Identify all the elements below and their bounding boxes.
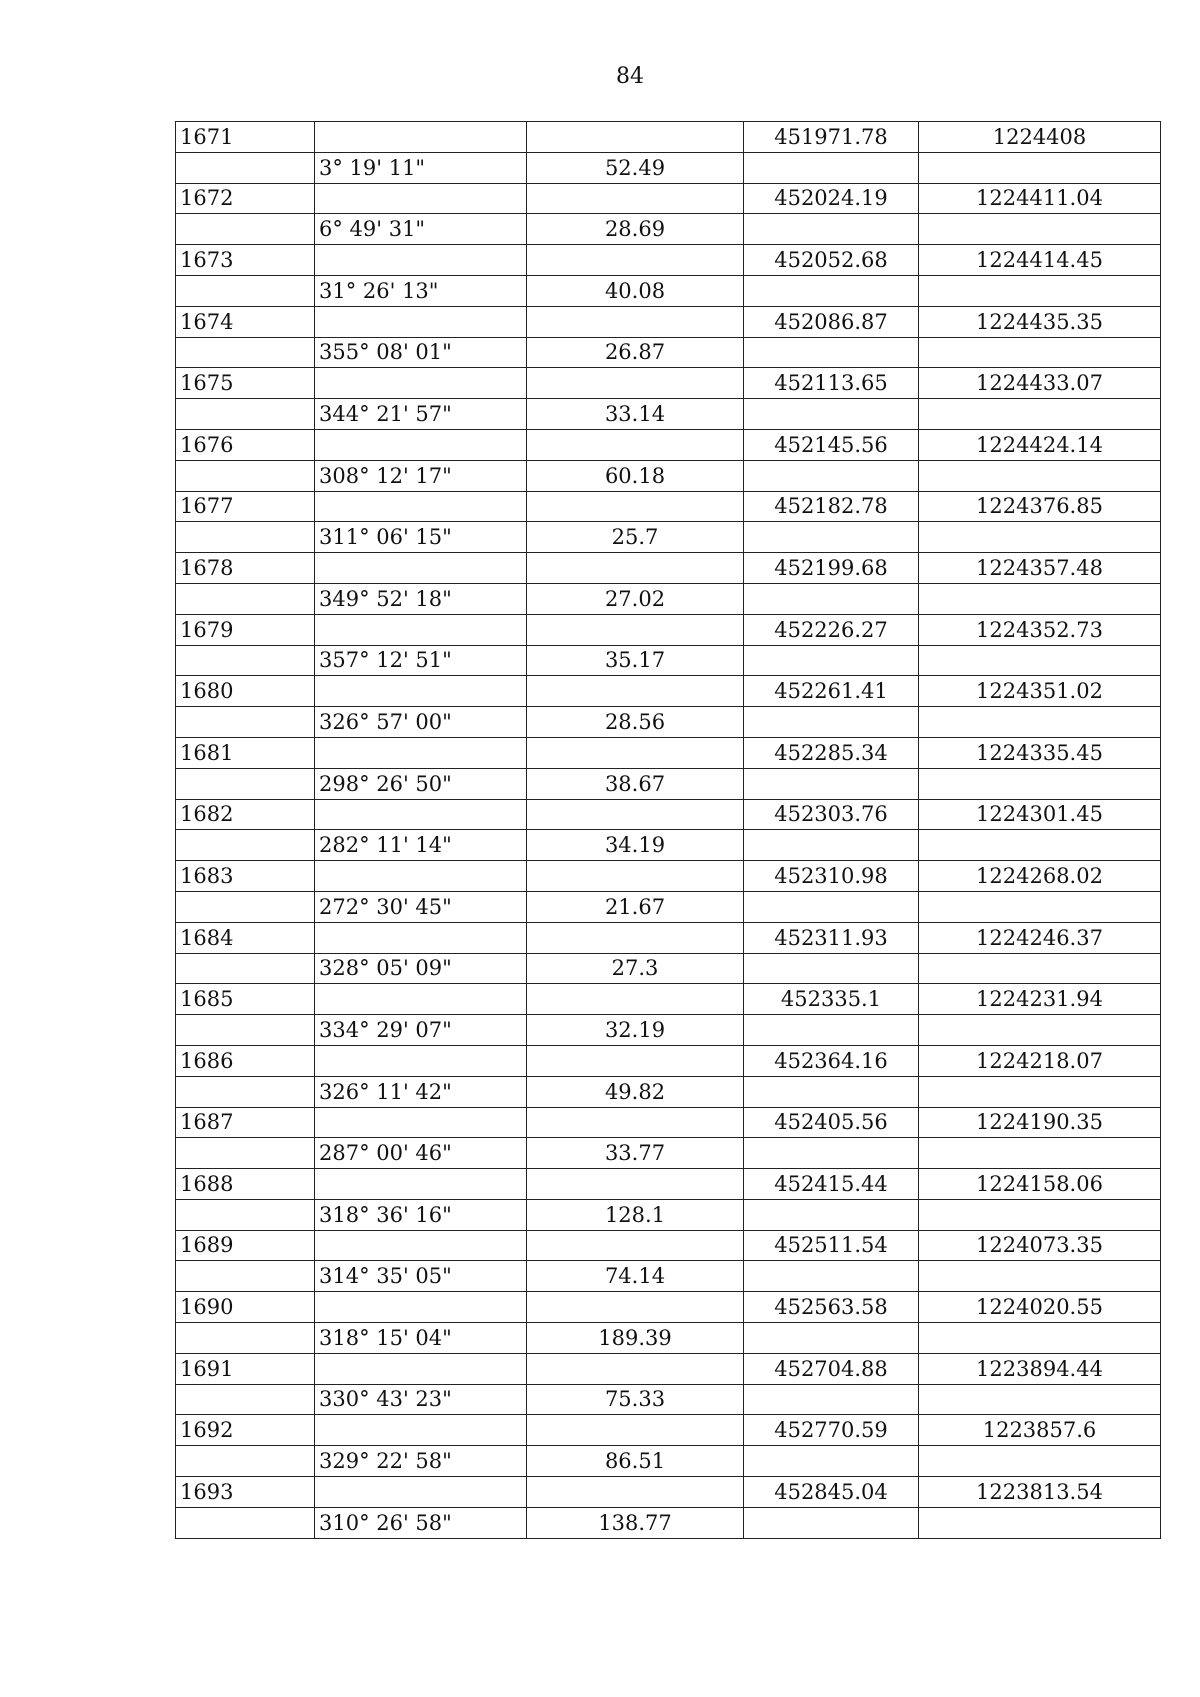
easting-cell: 1224158.06 [919, 1169, 1161, 1200]
northing-cell [744, 768, 919, 799]
bearing-cell [315, 245, 527, 276]
station-cell: 1689 [176, 1230, 315, 1261]
station-cell [176, 1076, 315, 1107]
station-cell [176, 460, 315, 491]
distance-cell: 35.17 [527, 645, 744, 676]
distance-cell [527, 368, 744, 399]
bearing-cell [315, 368, 527, 399]
northing-cell: 452310.98 [744, 861, 919, 892]
distance-cell [527, 1415, 744, 1446]
station-row [176, 1045, 1161, 1076]
northing-cell [744, 460, 919, 491]
bearing-cell [315, 614, 527, 645]
station-cell: 1688 [176, 1169, 315, 1200]
distance-cell [527, 1169, 744, 1200]
bearing-cell: 349° 52' 18" [315, 583, 527, 614]
bearing-cell [315, 122, 527, 153]
bearing-cell [315, 1045, 527, 1076]
northing-cell [744, 1507, 919, 1538]
station-cell: 1693 [176, 1477, 315, 1508]
bearing-cell [315, 676, 527, 707]
bearing-cell: 308° 12' 17" [315, 460, 527, 491]
bearing-cell: 314° 35' 05" [315, 1261, 527, 1292]
segment-row [176, 152, 1161, 183]
easting-cell [919, 214, 1161, 245]
easting-cell: 1224411.04 [919, 183, 1161, 214]
distance-cell: 38.67 [527, 768, 744, 799]
bearing-cell [315, 1292, 527, 1323]
station-cell: 1685 [176, 984, 315, 1015]
easting-cell [919, 399, 1161, 430]
distance-cell [527, 1292, 744, 1323]
segment-row [176, 1015, 1161, 1046]
segment-row [176, 768, 1161, 799]
easting-cell: 1224376.85 [919, 491, 1161, 522]
easting-cell: 1224246.37 [919, 922, 1161, 953]
segment-row [176, 1076, 1161, 1107]
bearing-cell: 3° 19' 11" [315, 152, 527, 183]
distance-cell: 75.33 [527, 1384, 744, 1415]
bearing-cell [315, 1477, 527, 1508]
station-row [176, 491, 1161, 522]
station-cell [176, 768, 315, 799]
easting-cell [919, 337, 1161, 368]
station-cell [176, 1323, 315, 1354]
bearing-cell: 334° 29' 07" [315, 1015, 527, 1046]
survey-coordinates-table [175, 121, 1161, 1539]
bearing-cell [315, 491, 527, 522]
station-cell: 1671 [176, 122, 315, 153]
distance-cell: 138.77 [527, 1507, 744, 1538]
distance-cell [527, 1230, 744, 1261]
distance-cell: 34.19 [527, 830, 744, 861]
segment-row [176, 707, 1161, 738]
northing-cell: 451971.78 [744, 122, 919, 153]
segment-row [176, 830, 1161, 861]
distance-cell [527, 861, 744, 892]
station-row [176, 429, 1161, 460]
easting-cell [919, 1261, 1161, 1292]
easting-cell: 1224335.45 [919, 737, 1161, 768]
bearing-cell [315, 1415, 527, 1446]
distance-cell [527, 491, 744, 522]
station-row [176, 1292, 1161, 1323]
bearing-cell: 330° 43' 23" [315, 1384, 527, 1415]
northing-cell [744, 1261, 919, 1292]
distance-cell [527, 429, 744, 460]
segment-row [176, 214, 1161, 245]
segment-row [176, 891, 1161, 922]
northing-cell [744, 337, 919, 368]
northing-cell: 452199.68 [744, 553, 919, 584]
station-cell: 1674 [176, 306, 315, 337]
distance-cell: 27.02 [527, 583, 744, 614]
distance-cell [527, 306, 744, 337]
distance-cell [527, 799, 744, 830]
northing-cell [744, 1199, 919, 1230]
easting-cell [919, 707, 1161, 738]
easting-cell: 1224268.02 [919, 861, 1161, 892]
easting-cell: 1224073.35 [919, 1230, 1161, 1261]
easting-cell: 1224435.35 [919, 306, 1161, 337]
station-row [176, 799, 1161, 830]
distance-cell [527, 1353, 744, 1384]
station-row [176, 183, 1161, 214]
bearing-cell: 329° 22' 58" [315, 1446, 527, 1477]
station-row [176, 368, 1161, 399]
segment-row [176, 1138, 1161, 1169]
easting-cell [919, 1138, 1161, 1169]
bearing-cell: 344° 21' 57" [315, 399, 527, 430]
northing-cell: 452563.58 [744, 1292, 919, 1323]
easting-cell [919, 152, 1161, 183]
northing-cell: 452052.68 [744, 245, 919, 276]
bearing-cell: 310° 26' 58" [315, 1507, 527, 1538]
station-cell [176, 152, 315, 183]
station-cell: 1678 [176, 553, 315, 584]
bearing-cell [315, 1353, 527, 1384]
station-row [176, 1415, 1161, 1446]
station-cell: 1672 [176, 183, 315, 214]
distance-cell [527, 1477, 744, 1508]
northing-cell [744, 645, 919, 676]
northing-cell [744, 707, 919, 738]
segment-row [176, 1507, 1161, 1538]
distance-cell [527, 122, 744, 153]
segment-row [176, 953, 1161, 984]
bearing-cell: 357° 12' 51" [315, 645, 527, 676]
bearing-cell: 328° 05' 09" [315, 953, 527, 984]
station-cell [176, 214, 315, 245]
station-cell: 1683 [176, 861, 315, 892]
distance-cell [527, 183, 744, 214]
northing-cell: 452845.04 [744, 1477, 919, 1508]
northing-cell: 452086.87 [744, 306, 919, 337]
bearing-cell: 272° 30' 45" [315, 891, 527, 922]
easting-cell: 1224352.73 [919, 614, 1161, 645]
bearing-cell: 287° 00' 46" [315, 1138, 527, 1169]
station-row [176, 1477, 1161, 1508]
station-cell: 1680 [176, 676, 315, 707]
segment-row [176, 460, 1161, 491]
bearing-cell [315, 1107, 527, 1138]
bearing-cell [315, 1230, 527, 1261]
bearing-cell: 311° 06' 15" [315, 522, 527, 553]
bearing-cell [315, 984, 527, 1015]
distance-cell: 25.7 [527, 522, 744, 553]
bearing-cell [315, 861, 527, 892]
northing-cell [744, 583, 919, 614]
segment-row [176, 645, 1161, 676]
northing-cell: 452335.1 [744, 984, 919, 1015]
station-cell [176, 1199, 315, 1230]
northing-cell [744, 891, 919, 922]
station-cell [176, 1138, 315, 1169]
easting-cell [919, 275, 1161, 306]
bearing-cell [315, 1169, 527, 1200]
easting-cell [919, 1015, 1161, 1046]
distance-cell: 60.18 [527, 460, 744, 491]
northing-cell: 452311.93 [744, 922, 919, 953]
bearing-cell [315, 183, 527, 214]
distance-cell [527, 245, 744, 276]
station-cell: 1686 [176, 1045, 315, 1076]
easting-cell: 1224020.55 [919, 1292, 1161, 1323]
easting-cell [919, 1384, 1161, 1415]
distance-cell [527, 1045, 744, 1076]
distance-cell: 33.77 [527, 1138, 744, 1169]
northing-cell: 452364.16 [744, 1045, 919, 1076]
distance-cell: 26.87 [527, 337, 744, 368]
station-cell [176, 1384, 315, 1415]
distance-cell: 21.67 [527, 891, 744, 922]
station-cell [176, 953, 315, 984]
station-cell: 1682 [176, 799, 315, 830]
northing-cell [744, 830, 919, 861]
distance-cell: 28.56 [527, 707, 744, 738]
station-cell: 1675 [176, 368, 315, 399]
easting-cell [919, 1199, 1161, 1230]
easting-cell [919, 1446, 1161, 1477]
easting-cell: 1224351.02 [919, 676, 1161, 707]
northing-cell: 452285.34 [744, 737, 919, 768]
bearing-cell: 298° 26' 50" [315, 768, 527, 799]
easting-cell: 1223813.54 [919, 1477, 1161, 1508]
distance-cell [527, 614, 744, 645]
distance-cell [527, 553, 744, 584]
station-cell [176, 399, 315, 430]
station-cell [176, 1261, 315, 1292]
distance-cell: 189.39 [527, 1323, 744, 1354]
easting-cell [919, 1323, 1161, 1354]
northing-cell: 452770.59 [744, 1415, 919, 1446]
northing-cell [744, 1138, 919, 1169]
distance-cell: 32.19 [527, 1015, 744, 1046]
station-cell [176, 830, 315, 861]
easting-cell [919, 953, 1161, 984]
northing-cell: 452261.41 [744, 676, 919, 707]
northing-cell [744, 275, 919, 306]
station-cell: 1684 [176, 922, 315, 953]
station-cell: 1690 [176, 1292, 315, 1323]
bearing-cell: 31° 26' 13" [315, 275, 527, 306]
northing-cell [744, 1015, 919, 1046]
northing-cell: 452303.76 [744, 799, 919, 830]
distance-cell: 27.3 [527, 953, 744, 984]
bearing-cell [315, 737, 527, 768]
distance-cell: 33.14 [527, 399, 744, 430]
station-cell [176, 891, 315, 922]
distance-cell [527, 676, 744, 707]
distance-cell [527, 737, 744, 768]
easting-cell [919, 768, 1161, 799]
easting-cell [919, 891, 1161, 922]
northing-cell [744, 953, 919, 984]
station-cell [176, 275, 315, 306]
easting-cell: 1224218.07 [919, 1045, 1161, 1076]
station-row [176, 737, 1161, 768]
bearing-cell: 282° 11' 14" [315, 830, 527, 861]
station-row [176, 1353, 1161, 1384]
station-row [176, 306, 1161, 337]
easting-cell: 1223894.44 [919, 1353, 1161, 1384]
station-cell: 1673 [176, 245, 315, 276]
distance-cell [527, 922, 744, 953]
distance-cell: 40.08 [527, 275, 744, 306]
bearing-cell: 326° 11' 42" [315, 1076, 527, 1107]
station-row [176, 1169, 1161, 1200]
page-number: 84 [616, 64, 644, 89]
bearing-cell: 318° 15' 04" [315, 1323, 527, 1354]
station-row [176, 861, 1161, 892]
station-cell: 1692 [176, 1415, 315, 1446]
easting-cell: 1224301.45 [919, 799, 1161, 830]
distance-cell: 74.14 [527, 1261, 744, 1292]
station-row [176, 122, 1161, 153]
northing-cell: 452024.19 [744, 183, 919, 214]
station-cell [176, 645, 315, 676]
station-row [176, 553, 1161, 584]
northing-cell: 452113.65 [744, 368, 919, 399]
northing-cell: 452226.27 [744, 614, 919, 645]
northing-cell [744, 214, 919, 245]
segment-row [176, 1446, 1161, 1477]
northing-cell [744, 1384, 919, 1415]
easting-cell [919, 583, 1161, 614]
station-cell [176, 583, 315, 614]
northing-cell: 452511.54 [744, 1230, 919, 1261]
table-body [176, 122, 1161, 1539]
bearing-cell: 6° 49' 31" [315, 214, 527, 245]
segment-row [176, 1199, 1161, 1230]
station-row [176, 984, 1161, 1015]
northing-cell: 452405.56 [744, 1107, 919, 1138]
northing-cell [744, 1323, 919, 1354]
station-cell: 1691 [176, 1353, 315, 1384]
station-row [176, 614, 1161, 645]
easting-cell: 1224424.14 [919, 429, 1161, 460]
northing-cell: 452704.88 [744, 1353, 919, 1384]
easting-cell [919, 1076, 1161, 1107]
segment-row [176, 399, 1161, 430]
easting-cell: 1224357.48 [919, 553, 1161, 584]
easting-cell: 1224414.45 [919, 245, 1161, 276]
station-cell [176, 1015, 315, 1046]
distance-cell: 128.1 [527, 1199, 744, 1230]
bearing-cell [315, 553, 527, 584]
segment-row [176, 522, 1161, 553]
bearing-cell [315, 306, 527, 337]
northing-cell [744, 1076, 919, 1107]
station-cell [176, 337, 315, 368]
station-cell: 1676 [176, 429, 315, 460]
station-row [176, 1107, 1161, 1138]
station-row [176, 922, 1161, 953]
northing-cell [744, 152, 919, 183]
station-cell [176, 1507, 315, 1538]
station-cell: 1681 [176, 737, 315, 768]
segment-row [176, 275, 1161, 306]
distance-cell: 49.82 [527, 1076, 744, 1107]
bearing-cell [315, 922, 527, 953]
station-cell [176, 707, 315, 738]
distance-cell: 52.49 [527, 152, 744, 183]
northing-cell [744, 399, 919, 430]
station-cell [176, 1446, 315, 1477]
bearing-cell [315, 799, 527, 830]
northing-cell: 452182.78 [744, 491, 919, 522]
easting-cell: 1224190.35 [919, 1107, 1161, 1138]
easting-cell: 1224231.94 [919, 984, 1161, 1015]
easting-cell [919, 522, 1161, 553]
station-row [176, 676, 1161, 707]
distance-cell [527, 984, 744, 1015]
segment-row [176, 1384, 1161, 1415]
easting-cell [919, 1507, 1161, 1538]
bearing-cell [315, 429, 527, 460]
bearing-cell: 355° 08' 01" [315, 337, 527, 368]
easting-cell [919, 460, 1161, 491]
station-cell [176, 522, 315, 553]
bearing-cell: 318° 36' 16" [315, 1199, 527, 1230]
segment-row [176, 583, 1161, 614]
distance-cell: 28.69 [527, 214, 744, 245]
segment-row [176, 1323, 1161, 1354]
easting-cell: 1224408 [919, 122, 1161, 153]
bearing-cell: 326° 57' 00" [315, 707, 527, 738]
station-cell: 1679 [176, 614, 315, 645]
station-row [176, 245, 1161, 276]
easting-cell: 1223857.6 [919, 1415, 1161, 1446]
northing-cell [744, 1446, 919, 1477]
segment-row [176, 1261, 1161, 1292]
distance-cell: 86.51 [527, 1446, 744, 1477]
easting-cell: 1224433.07 [919, 368, 1161, 399]
northing-cell: 452415.44 [744, 1169, 919, 1200]
station-cell: 1687 [176, 1107, 315, 1138]
segment-row [176, 337, 1161, 368]
station-cell: 1677 [176, 491, 315, 522]
easting-cell [919, 645, 1161, 676]
station-row [176, 1230, 1161, 1261]
northing-cell: 452145.56 [744, 429, 919, 460]
easting-cell [919, 830, 1161, 861]
northing-cell [744, 522, 919, 553]
distance-cell [527, 1107, 744, 1138]
